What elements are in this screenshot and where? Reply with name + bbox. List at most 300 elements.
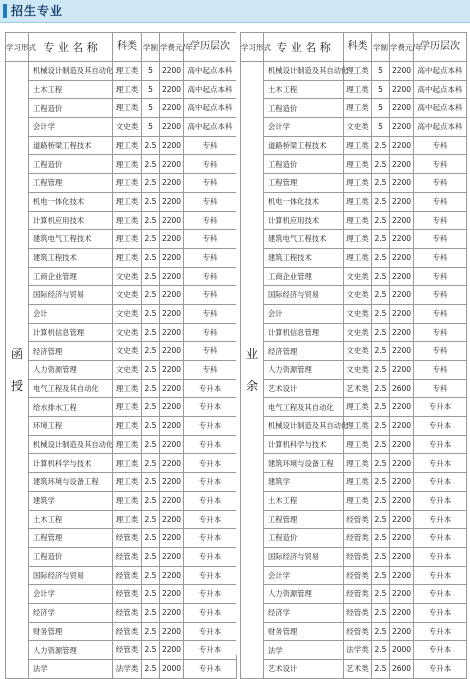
major-name: 会计 [264, 304, 344, 323]
category: 法学类 [344, 641, 372, 660]
category: 理工类 [344, 398, 372, 417]
fee: 2200 [390, 435, 414, 454]
fee: 2200 [390, 155, 414, 174]
education-level: 专科 [184, 174, 237, 193]
category: 文史类 [344, 361, 372, 380]
major-name: 工程造价 [29, 155, 113, 174]
duration: 2.5 [142, 473, 160, 492]
table-row [6, 342, 237, 361]
header-category: 科类 [344, 33, 372, 62]
education-level: 专升本 [184, 417, 237, 436]
education-level: 专升本 [184, 641, 237, 660]
category: 文史类 [113, 304, 142, 323]
duration: 2.5 [142, 585, 160, 604]
section-title: 招生专业 [11, 4, 64, 18]
table-body-right [241, 62, 467, 679]
education-level: 专升本 [184, 510, 237, 529]
major-name: 工商企业管理 [29, 267, 113, 286]
category: 理工类 [113, 155, 142, 174]
category: 理工类 [344, 155, 372, 174]
major-name: 机械设计制造及其自动化 [29, 62, 113, 81]
major-name: 机电一体化技术 [264, 192, 344, 211]
category: 文史类 [113, 286, 142, 305]
duration: 2.5 [142, 174, 160, 193]
category: 文史类 [344, 323, 372, 342]
category: 经管类 [113, 547, 142, 566]
duration: 2.5 [142, 566, 160, 585]
duration: 2.5 [372, 603, 390, 622]
fee: 2200 [160, 585, 184, 604]
header-level: 学历层次 [414, 33, 467, 62]
fee: 2200 [160, 211, 184, 230]
fee: 2200 [160, 192, 184, 211]
table-row [6, 547, 237, 566]
duration: 2.5 [142, 603, 160, 622]
fee: 2200 [390, 622, 414, 641]
major-name: 道路桥梁工程技术 [264, 136, 344, 155]
duration: 2.5 [372, 155, 390, 174]
header-fee: 学费元/年 [390, 33, 414, 62]
fee: 2200 [390, 62, 414, 81]
fee: 2200 [390, 323, 414, 342]
education-level: 专升本 [184, 622, 237, 641]
major-name: 国际经济与贸易 [264, 286, 344, 305]
education-level: 专升本 [184, 491, 237, 510]
category: 理工类 [344, 80, 372, 99]
study-mode-char: 余 [245, 378, 258, 393]
table-row [241, 192, 467, 211]
category: 理工类 [113, 80, 142, 99]
major-name: 工程管理 [29, 529, 113, 548]
table-row [6, 510, 237, 529]
major-name: 建筑环境与设备工程 [264, 454, 344, 473]
major-name: 工程造价 [29, 547, 113, 566]
education-level: 专升本 [184, 660, 237, 679]
category: 理工类 [113, 435, 142, 454]
category: 理工类 [344, 174, 372, 193]
education-level: 专升本 [414, 585, 467, 604]
major-name: 建筑电气工程技术 [29, 230, 113, 249]
fee: 2200 [390, 529, 414, 548]
table-header-row [6, 33, 237, 62]
education-level: 专科 [184, 155, 237, 174]
table-row [6, 230, 237, 249]
duration: 2.5 [142, 211, 160, 230]
major-name: 法学 [29, 660, 113, 679]
category: 理工类 [344, 417, 372, 436]
duration: 2.5 [372, 585, 390, 604]
category: 经管类 [344, 622, 372, 641]
major-name: 计算机信息管理 [29, 323, 113, 342]
study-mode-char: 授 [10, 378, 23, 393]
table-row [241, 286, 467, 305]
major-name: 艺术设计 [264, 660, 344, 679]
fee: 2200 [160, 641, 184, 660]
category: 经管类 [344, 547, 372, 566]
study-mode-group [241, 62, 264, 679]
table-row [6, 417, 237, 436]
fee: 2200 [160, 454, 184, 473]
table-row [241, 566, 467, 585]
duration: 2.5 [142, 622, 160, 641]
study-mode-char: 函 [10, 346, 23, 361]
education-level: 专升本 [414, 417, 467, 436]
education-level: 专科 [184, 361, 237, 380]
major-name: 土木工程 [264, 80, 344, 99]
fee: 2200 [390, 417, 414, 436]
table-row [6, 641, 237, 660]
table-row [6, 585, 237, 604]
major-name: 机电一体化技术 [29, 192, 113, 211]
fee: 2000 [390, 641, 414, 660]
duration: 2.5 [142, 547, 160, 566]
major-name: 建筑学 [29, 491, 113, 510]
fee: 2200 [390, 491, 414, 510]
education-level: 高中起点本科 [414, 99, 467, 118]
fee: 2200 [160, 510, 184, 529]
duration: 2.5 [142, 155, 160, 174]
duration: 2.5 [372, 304, 390, 323]
education-level: 高中起点本科 [184, 80, 237, 99]
category: 文史类 [344, 286, 372, 305]
education-level: 专科 [414, 174, 467, 193]
duration: 5 [372, 99, 390, 118]
header-mode: 学习形式 [6, 33, 29, 62]
duration: 2.5 [372, 435, 390, 454]
major-name: 财务管理 [29, 622, 113, 641]
education-level: 专升本 [184, 473, 237, 492]
duration: 2.5 [372, 342, 390, 361]
duration: 2.5 [372, 660, 390, 679]
major-name: 机械设计制造及其自动化 [264, 62, 344, 81]
fee: 2200 [390, 566, 414, 585]
major-name: 国际经济与贸易 [29, 286, 113, 305]
table-body-left [6, 62, 237, 679]
education-level: 专科 [414, 379, 467, 398]
category: 经管类 [344, 529, 372, 548]
category: 理工类 [113, 398, 142, 417]
major-name: 电气工程及其自动化 [29, 379, 113, 398]
education-level: 高中起点本科 [184, 99, 237, 118]
fee: 2200 [390, 211, 414, 230]
table-row [241, 454, 467, 473]
major-name: 建筑电气工程技术 [264, 230, 344, 249]
category: 理工类 [344, 248, 372, 267]
category: 理工类 [344, 473, 372, 492]
duration: 5 [142, 80, 160, 99]
fee: 2200 [160, 435, 184, 454]
table-row [6, 660, 237, 679]
duration: 2.5 [142, 641, 160, 660]
education-level: 专升本 [184, 547, 237, 566]
duration: 2.5 [142, 379, 160, 398]
table-row [6, 491, 237, 510]
duration: 2.5 [372, 417, 390, 436]
table-row [241, 361, 467, 380]
fee: 2200 [390, 473, 414, 492]
table-row [6, 529, 237, 548]
duration: 2.5 [142, 660, 160, 679]
table-row [241, 435, 467, 454]
duration: 2.5 [372, 510, 390, 529]
fee: 2200 [160, 529, 184, 548]
fee: 2200 [160, 136, 184, 155]
fee: 2200 [160, 155, 184, 174]
education-level: 高中起点本科 [414, 80, 467, 99]
major-name: 国际经济与贸易 [264, 547, 344, 566]
major-name: 土木工程 [29, 510, 113, 529]
category: 艺术类 [344, 660, 372, 679]
education-level: 专升本 [184, 379, 237, 398]
table-row [241, 211, 467, 230]
fee: 2200 [390, 361, 414, 380]
fee: 2200 [160, 361, 184, 380]
category: 理工类 [113, 248, 142, 267]
fee: 2600 [390, 379, 414, 398]
education-level: 高中起点本科 [184, 118, 237, 137]
table-row [241, 342, 467, 361]
title-accent-mark [3, 4, 7, 18]
education-level: 专科 [184, 230, 237, 249]
category: 理工类 [113, 473, 142, 492]
major-name: 会计学 [29, 585, 113, 604]
education-level: 专科 [414, 286, 467, 305]
fee: 2200 [160, 267, 184, 286]
table-header-row [241, 33, 467, 62]
category: 理工类 [113, 379, 142, 398]
education-level: 专升本 [184, 435, 237, 454]
duration: 2.5 [372, 230, 390, 249]
duration: 2.5 [372, 286, 390, 305]
table-row [6, 435, 237, 454]
category: 经管类 [344, 566, 372, 585]
table-row [241, 585, 467, 604]
fee: 2200 [390, 267, 414, 286]
education-level: 高中起点本科 [414, 62, 467, 81]
fee: 2200 [160, 547, 184, 566]
duration: 2.5 [142, 286, 160, 305]
duration: 2.5 [372, 136, 390, 155]
major-name: 工程管理 [29, 174, 113, 193]
header-fee: 学费元/年 [160, 33, 184, 62]
table-row [241, 547, 467, 566]
education-level: 专科 [184, 211, 237, 230]
major-name: 机械设计制造及其自动化 [264, 417, 344, 436]
table-row [241, 136, 467, 155]
education-level: 专升本 [184, 398, 237, 417]
duration: 2.5 [372, 398, 390, 417]
table-row [241, 603, 467, 622]
major-name: 工程造价 [29, 99, 113, 118]
category: 理工类 [344, 454, 372, 473]
fee: 2200 [160, 398, 184, 417]
major-name: 计算机应用技术 [29, 211, 113, 230]
table-row [6, 454, 237, 473]
category: 理工类 [113, 454, 142, 473]
fee: 2200 [390, 118, 414, 137]
fee: 2200 [160, 342, 184, 361]
table-row [6, 136, 237, 155]
category: 文史类 [113, 361, 142, 380]
category: 理工类 [113, 230, 142, 249]
duration: 2.5 [372, 566, 390, 585]
fee: 2200 [160, 174, 184, 193]
category: 文史类 [344, 304, 372, 323]
table-row [6, 192, 237, 211]
table-row [241, 379, 467, 398]
education-level: 专升本 [414, 660, 467, 679]
category: 理工类 [344, 136, 372, 155]
duration: 2.5 [372, 248, 390, 267]
section-title-bar [0, 0, 470, 23]
major-name: 工程造价 [264, 99, 344, 118]
fee: 2200 [160, 491, 184, 510]
duration: 2.5 [142, 323, 160, 342]
major-name: 会计学 [29, 118, 113, 137]
category: 经管类 [113, 585, 142, 604]
duration: 2.5 [142, 417, 160, 436]
fee: 2200 [390, 398, 414, 417]
table-row [6, 62, 237, 81]
table-row [6, 398, 237, 417]
major-name: 人力资源管理 [29, 361, 113, 380]
fee: 2200 [390, 585, 414, 604]
category: 经管类 [344, 603, 372, 622]
table-row [6, 248, 237, 267]
duration: 2.5 [142, 304, 160, 323]
education-level: 专科 [184, 136, 237, 155]
table-row [241, 118, 467, 137]
duration: 5 [372, 62, 390, 81]
fee: 2200 [390, 80, 414, 99]
category: 理工类 [344, 491, 372, 510]
major-name: 经济管理 [29, 342, 113, 361]
table-row [241, 529, 467, 548]
category: 文史类 [344, 267, 372, 286]
duration: 2.5 [142, 361, 160, 380]
fee: 2200 [390, 510, 414, 529]
major-name: 环境工程 [29, 417, 113, 436]
duration: 5 [142, 118, 160, 137]
category: 理工类 [344, 435, 372, 454]
category: 经管类 [113, 529, 142, 548]
major-name: 工程管理 [264, 510, 344, 529]
fee: 2200 [390, 342, 414, 361]
duration: 2.5 [142, 454, 160, 473]
header-duration: 学制 [372, 33, 390, 62]
table-row [6, 211, 237, 230]
education-level: 专科 [184, 323, 237, 342]
category: 经管类 [113, 622, 142, 641]
duration: 2.5 [142, 491, 160, 510]
table-row [241, 304, 467, 323]
category: 文史类 [113, 267, 142, 286]
fee: 2200 [390, 136, 414, 155]
fee: 2200 [160, 473, 184, 492]
education-level: 专升本 [414, 603, 467, 622]
major-name: 道路桥梁工程技术 [29, 136, 113, 155]
table-row [241, 230, 467, 249]
fee: 2200 [160, 80, 184, 99]
education-level: 专升本 [414, 454, 467, 473]
study-mode-char: 业 [245, 346, 258, 361]
major-name: 工程管理 [264, 174, 344, 193]
major-name: 机械设计制造及其自动化 [29, 435, 113, 454]
category: 艺术类 [344, 379, 372, 398]
education-level: 专科 [414, 267, 467, 286]
table-row [6, 566, 237, 585]
education-level: 专科 [184, 342, 237, 361]
education-level: 专升本 [414, 641, 467, 660]
major-name: 会计 [29, 304, 113, 323]
major-name: 计算机科学与技术 [264, 435, 344, 454]
duration: 2.5 [142, 529, 160, 548]
duration: 2.5 [372, 192, 390, 211]
fee: 2200 [390, 304, 414, 323]
fee: 2200 [160, 622, 184, 641]
education-level: 专科 [184, 267, 237, 286]
major-name: 经济管理 [264, 342, 344, 361]
category: 文史类 [113, 342, 142, 361]
table-row [6, 473, 237, 492]
major-name: 会计学 [264, 566, 344, 585]
table-row [6, 361, 237, 380]
header-level: 学历层次 [184, 33, 237, 62]
education-level: 专科 [184, 304, 237, 323]
education-level: 专科 [184, 192, 237, 211]
education-level: 专升本 [414, 510, 467, 529]
fee: 2200 [160, 603, 184, 622]
major-name: 工程造价 [264, 529, 344, 548]
duration: 5 [142, 62, 160, 81]
duration: 2.5 [142, 248, 160, 267]
table-row [6, 323, 237, 342]
category: 文史类 [113, 118, 142, 137]
duration: 2.5 [372, 641, 390, 660]
fee: 2200 [390, 603, 414, 622]
education-level: 高中起点本科 [414, 118, 467, 137]
major-name: 财务管理 [264, 622, 344, 641]
fee: 2600 [390, 660, 414, 679]
category: 文史类 [344, 118, 372, 137]
duration: 2.5 [142, 398, 160, 417]
table-row [6, 80, 237, 99]
fee: 2200 [160, 62, 184, 81]
category: 法学类 [113, 660, 142, 679]
education-level: 专科 [184, 286, 237, 305]
category: 理工类 [113, 99, 142, 118]
table-row [6, 155, 237, 174]
category: 理工类 [113, 510, 142, 529]
major-name: 计算机信息管理 [264, 323, 344, 342]
table-row [241, 62, 467, 81]
category: 经管类 [344, 585, 372, 604]
fee: 2200 [160, 118, 184, 137]
fee: 2200 [160, 323, 184, 342]
major-name: 建筑环境与设备工程 [29, 473, 113, 492]
header-mode: 学习形式 [241, 33, 264, 62]
education-level: 专升本 [414, 491, 467, 510]
category: 理工类 [113, 417, 142, 436]
fee: 2200 [160, 230, 184, 249]
major-name: 建筑工程技术 [29, 248, 113, 267]
category: 经管类 [113, 603, 142, 622]
table-row [241, 491, 467, 510]
table-row [241, 398, 467, 417]
table-row [6, 118, 237, 137]
fee: 2200 [390, 286, 414, 305]
education-level: 专升本 [414, 566, 467, 585]
